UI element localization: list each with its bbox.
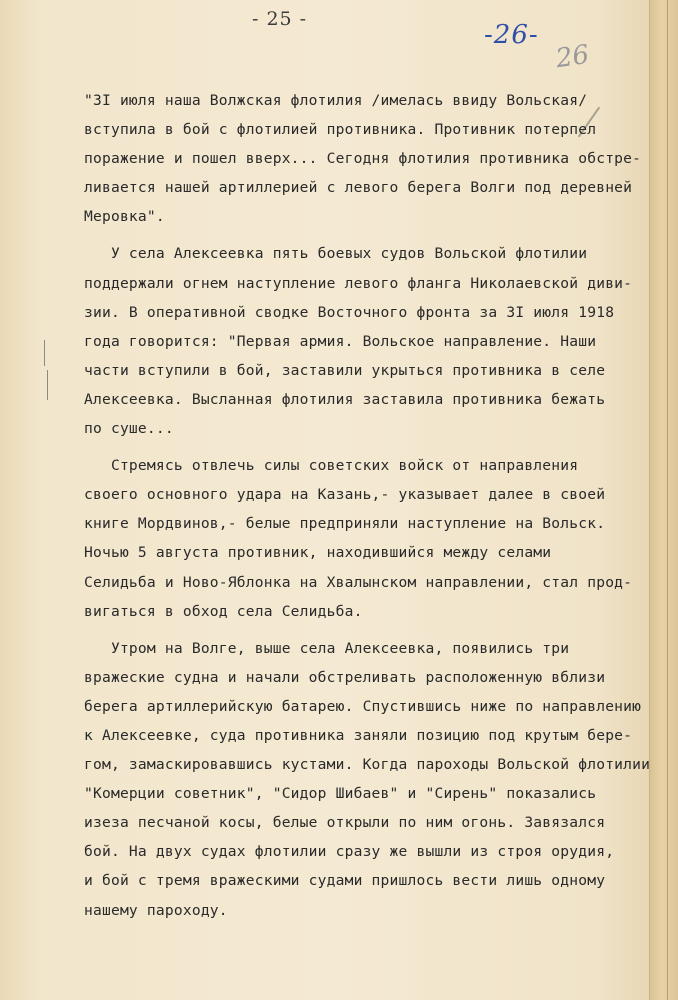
text-line: Селидьба и Ново-Яблонка на Хвалынском направлении, стал прод- bbox=[84, 573, 633, 591]
text-line: изеза песчаной косы, белые открыли по ним огонь. Завязался bbox=[84, 814, 606, 832]
paragraph-gap bbox=[84, 443, 664, 451]
text-line: вступила в бой с флотилией противника. Противник потерпел bbox=[84, 121, 597, 139]
text-line: Меровка". bbox=[84, 208, 165, 226]
text-line: поддержали огнем наступление левого фланга Николаевской диви- bbox=[84, 274, 633, 292]
text-line: части вступили в бой, заставили укрыться противника в селе bbox=[84, 361, 606, 379]
paragraph-gap bbox=[84, 231, 664, 239]
text-line: к Алексеевке, суда противника заняли позицию под крутым бере- bbox=[84, 726, 633, 744]
text-line: зии. В оперативной сводке Восточного фронта за 3I июля 1918 bbox=[84, 303, 615, 321]
text-line: поражение и пошел вверх... Сегодня флотилия противника обстре- bbox=[84, 150, 642, 168]
margin-ticks bbox=[44, 340, 50, 410]
pencil-page-number: 26 bbox=[554, 39, 592, 75]
text-line: вражеские судна и начали обстреливать расположенную вблизи bbox=[84, 668, 606, 686]
text-line: года говорится: "Первая армия. Вольское направление. Наши bbox=[84, 332, 597, 350]
text-line: Утром на Волге, выше села Алексеевка, появились три bbox=[84, 639, 570, 657]
text-line: по суше... bbox=[84, 420, 174, 438]
text-line: книге Мордвинов,- белые предприняли наступление на Вольск. bbox=[84, 515, 606, 533]
text-line: Стремясь отвлечь силы советских войск от направления bbox=[84, 457, 579, 475]
text-line: У села Алексеевка пять боевых судов Вольской флотилии bbox=[84, 245, 588, 263]
text-line: Ночью 5 августа противник, находившийся между селами bbox=[84, 544, 552, 562]
text-line: вигаться в обход села Селидьба. bbox=[84, 602, 363, 620]
text-line: "Комерции советник", "Сидор Шибаев" и "Сирень" показались bbox=[84, 785, 597, 803]
ink-page-number: -26- bbox=[484, 20, 539, 50]
text-line: нашему пароходу. bbox=[84, 901, 228, 919]
paragraph-gap bbox=[84, 626, 664, 634]
text-line: Алексеевка. Высланная флотилия заставила противника бежать bbox=[84, 390, 606, 408]
text-line: бой. На двух судах флотилии сразу же вышли из строя орудия, bbox=[84, 843, 615, 861]
text-line: ливается нашей артиллерией с левого берега Волги под деревней bbox=[84, 179, 633, 197]
typed-page-number: - 25 - bbox=[252, 8, 308, 30]
page-edge-line bbox=[667, 0, 668, 1000]
text-line: и бой с тремя вражескими судами пришлось вести лишь одному bbox=[84, 872, 606, 890]
text-line: "3I июля наша Волжская флотилия /имелась ввиду Вольская/ bbox=[84, 92, 588, 109]
text-line: берега артиллерийскую батарею. Спустившись ниже по направлению bbox=[84, 697, 642, 715]
typed-text-body bbox=[84, 86, 664, 925]
text-line: гом, замаскировавшись кустами. Когда пароходы Вольской флотилии bbox=[84, 756, 651, 774]
text-line: своего основного удара на Казань,- указывает далее в своей bbox=[84, 486, 606, 504]
